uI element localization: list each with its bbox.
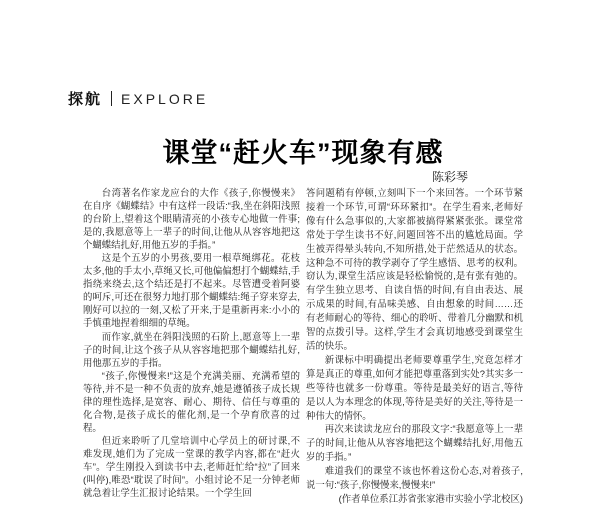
paragraph: 台湾著名作家龙应台的大作《孩子,你慢慢来》在自序《蝴蝶结》中有这样一段话:“我,坐在斜阳浅照的台阶上,望着这个眼睛清亮的小孩专心地做一件事;是的,我愿意等上一辈子的时间,让他从从容容地把这个蝴蝶结扎好,用他五岁的手指。” bbox=[83, 187, 300, 251]
paragraph: 而作家,就坐在斜阳浅照的石阶上,愿意等上一辈子的时间,让这个孩子从从容容地把那个蝴蝶结扎好,用他那五岁的手指。 bbox=[83, 330, 300, 368]
article-author: 陈彩琴 bbox=[431, 170, 468, 184]
header-divider-line bbox=[111, 91, 112, 106]
section-title-en: EXPLORE bbox=[121, 90, 209, 107]
article-body bbox=[83, 186, 523, 506]
paragraph: 这是个五岁的小男孩,要用一根草绳绑花。花枝太多,他的手太小,草绳又长,可他偏偏想打个蝴蝶结,手指绕来绕去,这个结还是打不起来。尽管遭受着阿婆的呵斥,可还在很努力地打那个蝴蝶结:绳子穿来穿去,刚好可以拉的一刻,又松了开来,于是重新再来:小小的手慎重地捏着细细的草绳。 bbox=[83, 252, 300, 329]
section-title-cn: 探航 bbox=[68, 91, 103, 108]
column-left bbox=[83, 186, 300, 506]
column-right bbox=[306, 186, 523, 506]
column-right-paragraphs bbox=[306, 186, 523, 492]
article-title: 课堂“赶火车”现象有感 bbox=[162, 138, 444, 168]
paragraph: 答问题稍有停顿,立刻叫下一个来回答。一个环节紧接着一个环节,可谓“环环紧扣”。在学生看来,老师好像有什么急事似的,大家都被搞得紧紧张张。课堂常常处于学生读书不好,问题回答不出的尴尬局面。学生被弄得晕头转向,不知所措,处于茫然适从的状态。这种急不可待的教学剥夺了学生感悟、思考的权利。窃认为,课堂生活应该是轻松愉悦的,是有张有弛的。有学生独立思考、自读自悟的时间,有自由表达、展示成果的时间,有品味美感、自由想象的时间……还有老师耐心的等待、细心的聆听、带着几分幽默和机智的点拨引导。这样,学生才会真切地感受到课堂生活的快乐。 bbox=[306, 187, 523, 351]
paragraph: 新课标中明确提出老师要尊重学生,究竟怎样才算是真正的尊重,如何才能把尊重落到实处?其实多一些等待也就多一份尊重。等待是最美好的语言,等待是以人为本理念的体现,等待是美好的关注,等待是一种伟大的情怀。 bbox=[306, 353, 523, 421]
paragraph: 但近来聆听了几堂培训中心学员上的研讨课,不难发现,她们为了完成一堂课的教学内容,都在“赶火车”。学生刚投入到读书中去,老师赶忙给“拉”了回来(叫停),唯恐“耽误了时间”。小组讨论不足一分钟老师就急着让学生汇报讨论结果。一个学生回 bbox=[83, 434, 300, 499]
paragraph: “孩子,你慢慢来!”这是个充满美丽、充满希望的等待,并不是一种不负责的放弃,她是遵循孩子成长规律的理性选择,是宽容、耐心、期待、信任与尊重的化合物,是孩子成长的催化剂,是一个孕育欣喜的过程。 bbox=[83, 369, 300, 433]
paragraph: 再次来读读龙应台的那段文字:“我愿意等上一辈子的时间,让他从从容容地把这个蝴蝶结扎好,用他五岁的手指。” bbox=[306, 423, 523, 463]
section-header bbox=[68, 88, 208, 109]
paragraph: 难道我们的课堂不该也怀着这份心态,对着孩子,说一句:“孩子,你慢慢来,慢慢来!” bbox=[306, 465, 523, 491]
author-affiliation: (作者单位系江苏省张家港市实验小学北校区) bbox=[338, 492, 523, 504]
